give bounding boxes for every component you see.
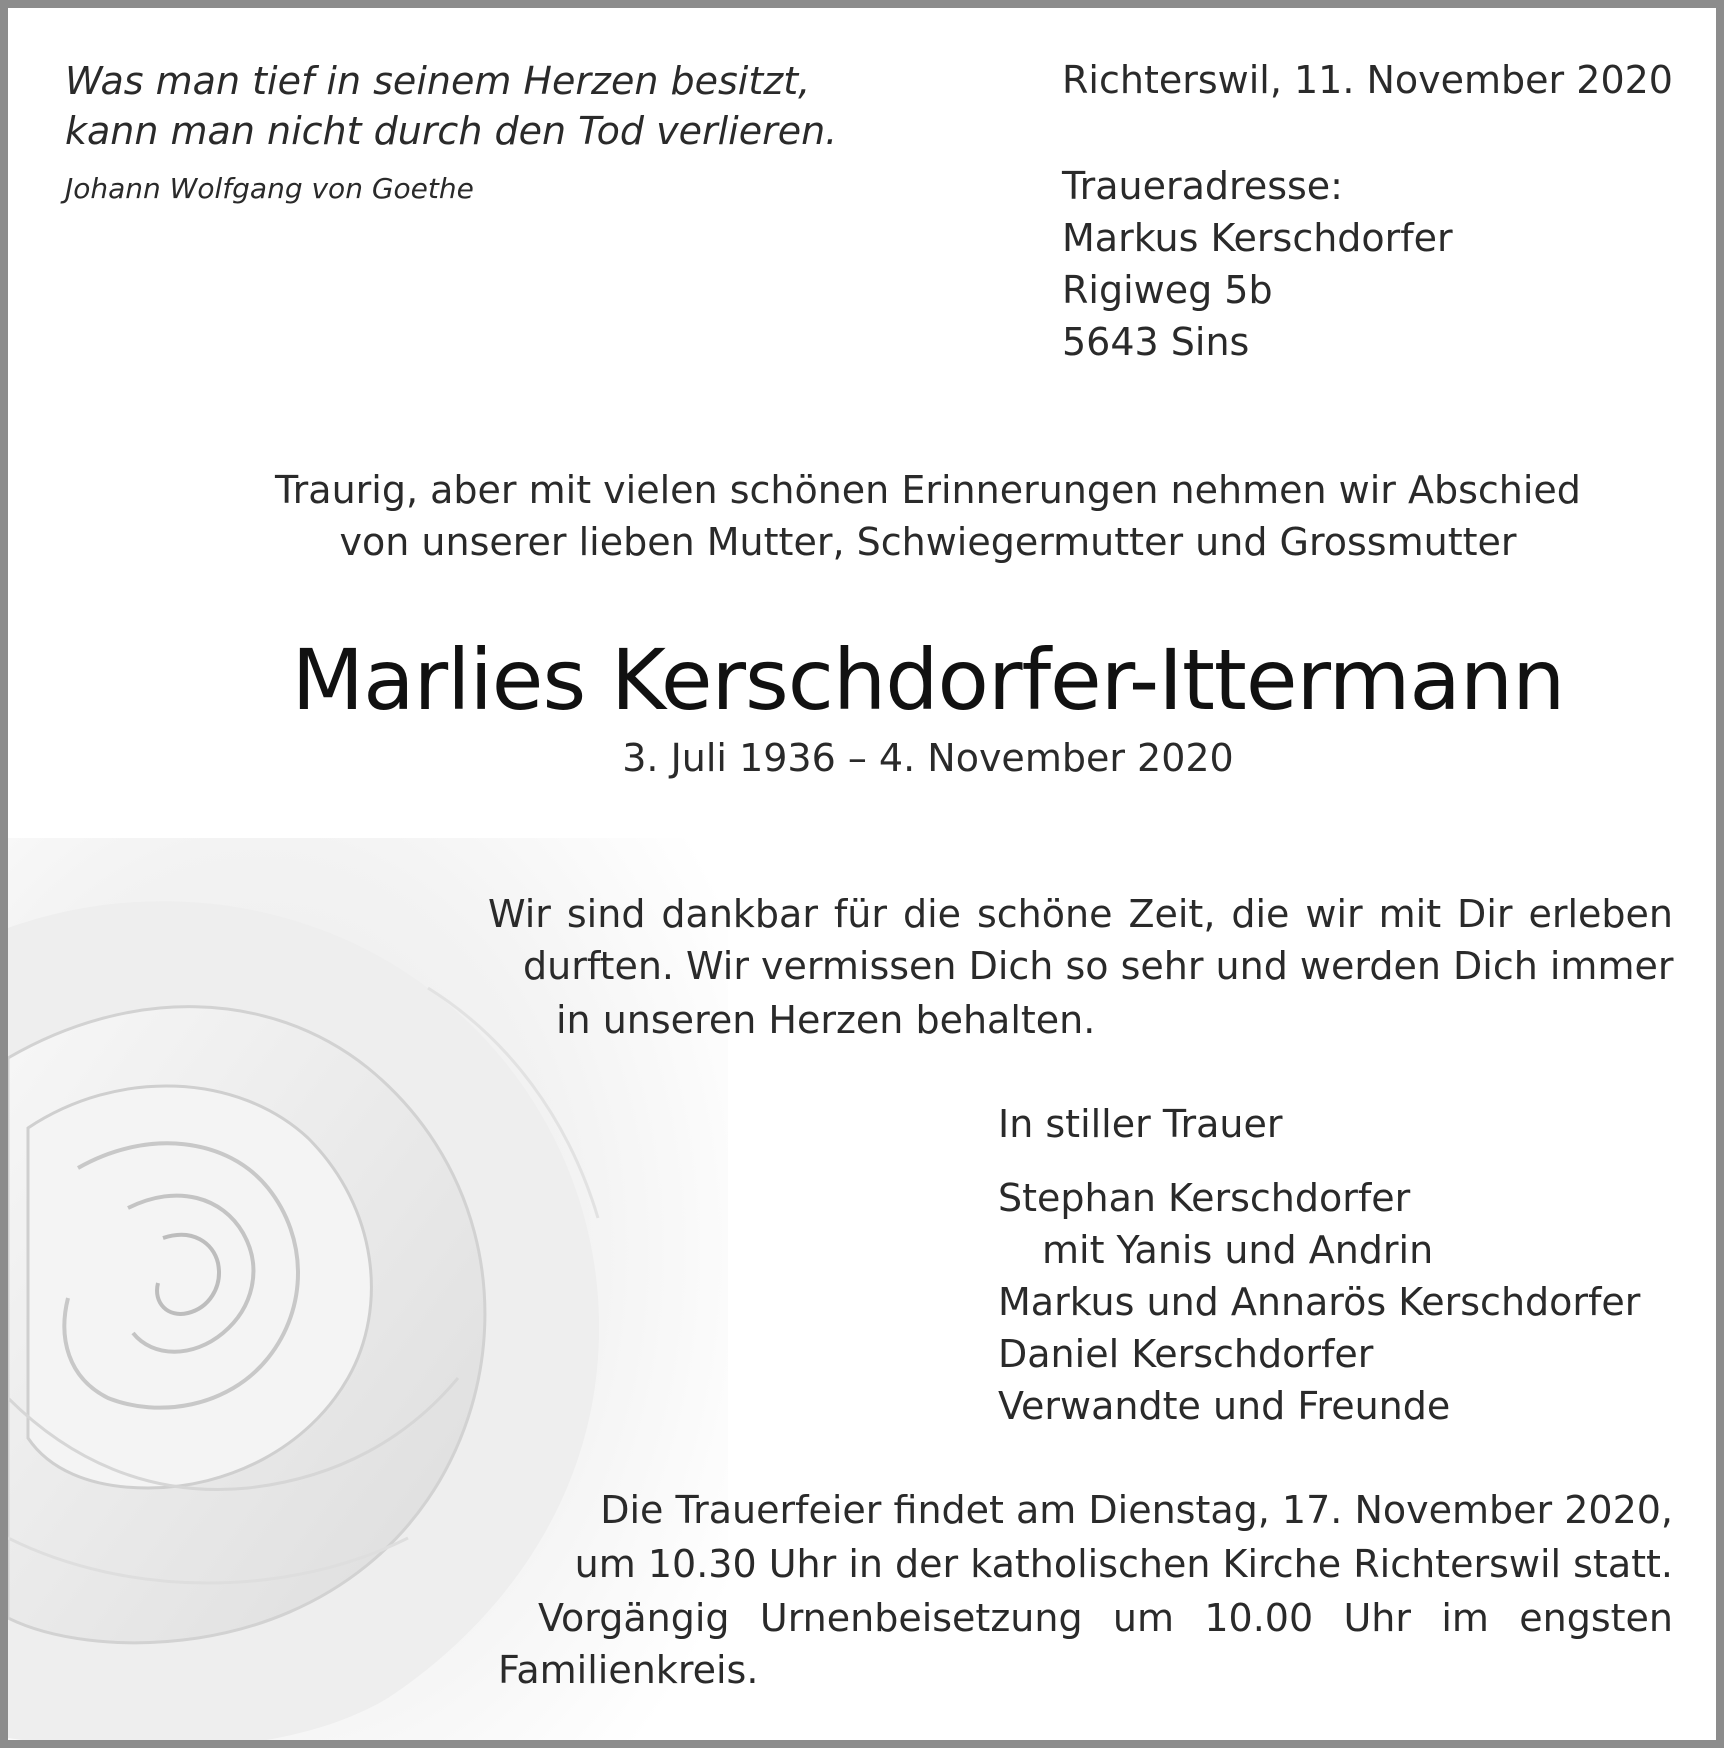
funeral-line: um 10.30 Uhr in der katholischen Kirche Richterswil statt. bbox=[574, 1542, 1673, 1586]
address-name: Markus Kerschdorfer bbox=[1062, 216, 1453, 260]
family-member: Markus und Annarös Kerschdorfer bbox=[998, 1280, 1641, 1324]
family-member: Verwandte und Freunde bbox=[998, 1384, 1451, 1428]
intro-line: von unserer lieben Mutter, Schwiegermutter und Grossmutter bbox=[339, 520, 1517, 564]
intro-line: Traurig, aber mit vielen schönen Erinnerungen nehmen wir Abschied bbox=[275, 468, 1581, 512]
thanks-line: in unseren Herzen behalten. bbox=[556, 998, 1096, 1042]
mourning-heading: In stiller Trauer bbox=[998, 1102, 1283, 1146]
family-member: Stephan Kerschdorfer bbox=[998, 1176, 1411, 1220]
deceased-name: Marlies Kerschdorfer-Ittermann bbox=[291, 631, 1565, 729]
family-list bbox=[998, 1172, 1640, 1432]
funeral-line: Die Trauerfeier findet am Dienstag, 17. November 2020, bbox=[600, 1488, 1673, 1532]
quote-author: Johann Wolfgang von Goethe bbox=[65, 172, 474, 205]
funeral-line: Vorgängig Urnenbeisetzung um 10.00 Uhr im engsten bbox=[538, 1596, 1673, 1640]
thanks-line: durften. Wir vermissen Dich so sehr und werden Dich immer bbox=[523, 944, 1674, 988]
family-member: Daniel Kerschdorfer bbox=[998, 1332, 1374, 1376]
goethe-quote bbox=[65, 56, 965, 156]
address-city: 5643 Sins bbox=[1062, 320, 1250, 364]
funeral-line: Familienkreis. bbox=[498, 1648, 759, 1692]
family-member: mit Yanis und Andrin bbox=[1042, 1228, 1434, 1272]
life-dates: 3. Juli 1936 – 4. November 2020 bbox=[622, 736, 1234, 780]
address-heading: Traueradresse: bbox=[1062, 164, 1343, 208]
quote-line: kann man nicht durch den Tod verlieren. bbox=[65, 109, 838, 153]
thanks-line: Wir sind dankbar für die schöne Zeit, die wir mit Dir erleben bbox=[488, 892, 1673, 936]
quote-line: Was man tief in seinem Herzen besitzt, bbox=[65, 59, 811, 103]
mourning-address bbox=[1062, 160, 1453, 368]
intro-text bbox=[208, 464, 1648, 568]
place-date: Richterswil, 11. November 2020 bbox=[1062, 58, 1673, 102]
address-street: Rigiweg 5b bbox=[1062, 268, 1273, 312]
